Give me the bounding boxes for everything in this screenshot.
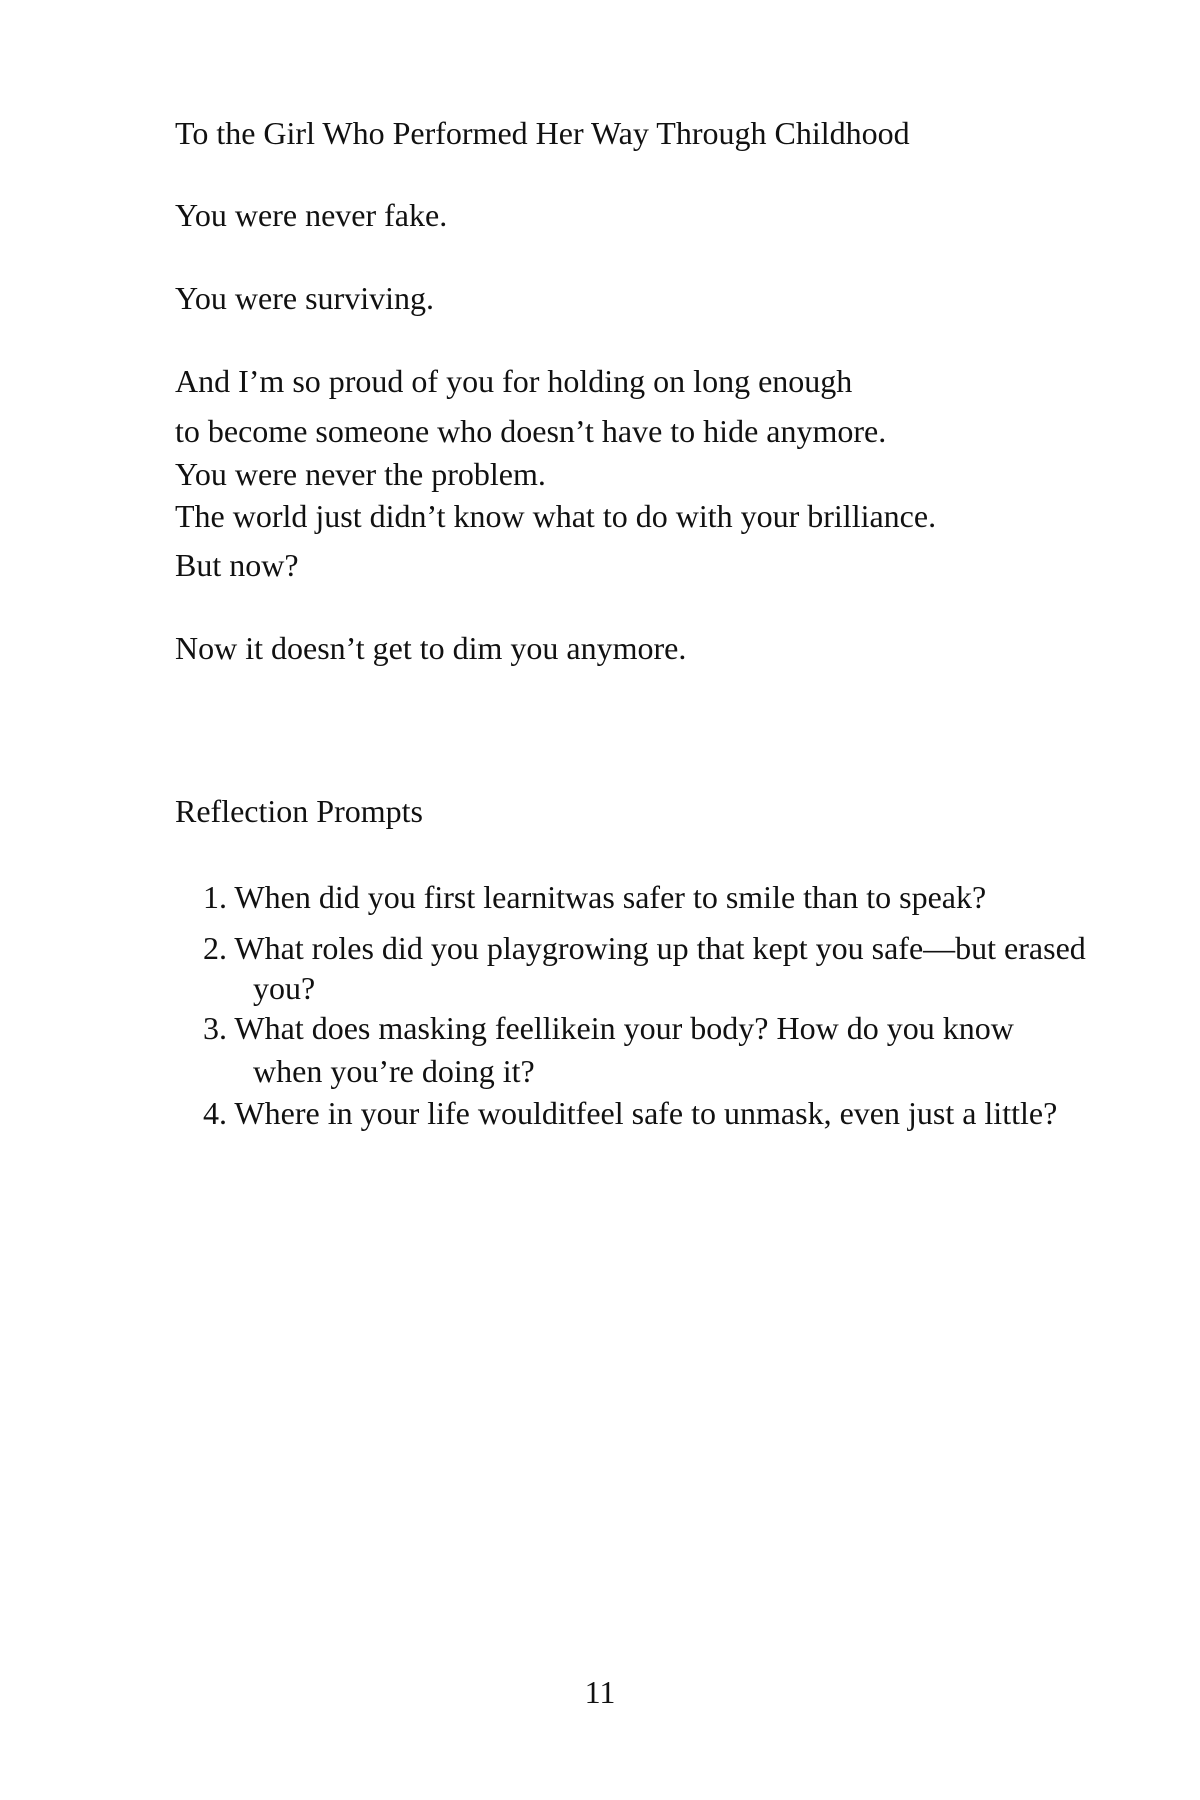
prompt-continuation: you? bbox=[253, 970, 316, 1006]
letter-line: Now it doesn’t get to dim you anymore. bbox=[175, 630, 687, 666]
prompt-text: Where in your life woulditfeel safe to unmask, even just a little? bbox=[234, 1095, 1058, 1131]
letter-line: You were surviving. bbox=[175, 280, 434, 316]
prompt-line bbox=[203, 1008, 1014, 1048]
letter-line: But now? bbox=[175, 547, 299, 583]
prompt-line bbox=[203, 928, 1086, 968]
prompt-number: 1. bbox=[203, 879, 227, 915]
letter-line: You were never fake. bbox=[175, 197, 448, 233]
prompt-continuation: when you’re doing it? bbox=[253, 1053, 535, 1089]
prompt-text: When did you first learnitwas safer to smile than to speak? bbox=[234, 879, 987, 915]
reflection-heading: Reflection Prompts bbox=[175, 793, 423, 829]
prompt-line bbox=[203, 1093, 1057, 1133]
prompt-text: What does masking feellikein your body? How do you know bbox=[234, 1010, 1014, 1046]
letter-line: The world just didn’t know what to do with your brilliance. bbox=[175, 498, 937, 534]
letter-line: You were never the problem. bbox=[175, 456, 546, 492]
prompt-line bbox=[203, 877, 986, 917]
prompt-number: 4. bbox=[203, 1095, 227, 1131]
letter-line: And I’m so proud of you for holding on long enough bbox=[175, 363, 853, 399]
letter-title: To the Girl Who Performed Her Way Through Childhood bbox=[175, 115, 910, 151]
prompt-number: 2. bbox=[203, 930, 227, 966]
prompt-text: What roles did you playgrowing up that kept you safe—but erased bbox=[234, 930, 1086, 966]
letter-line: to become someone who doesn’t have to hide anymore. bbox=[175, 413, 887, 449]
page-number: 11 bbox=[584, 1674, 616, 1710]
prompt-number: 3. bbox=[203, 1010, 227, 1046]
